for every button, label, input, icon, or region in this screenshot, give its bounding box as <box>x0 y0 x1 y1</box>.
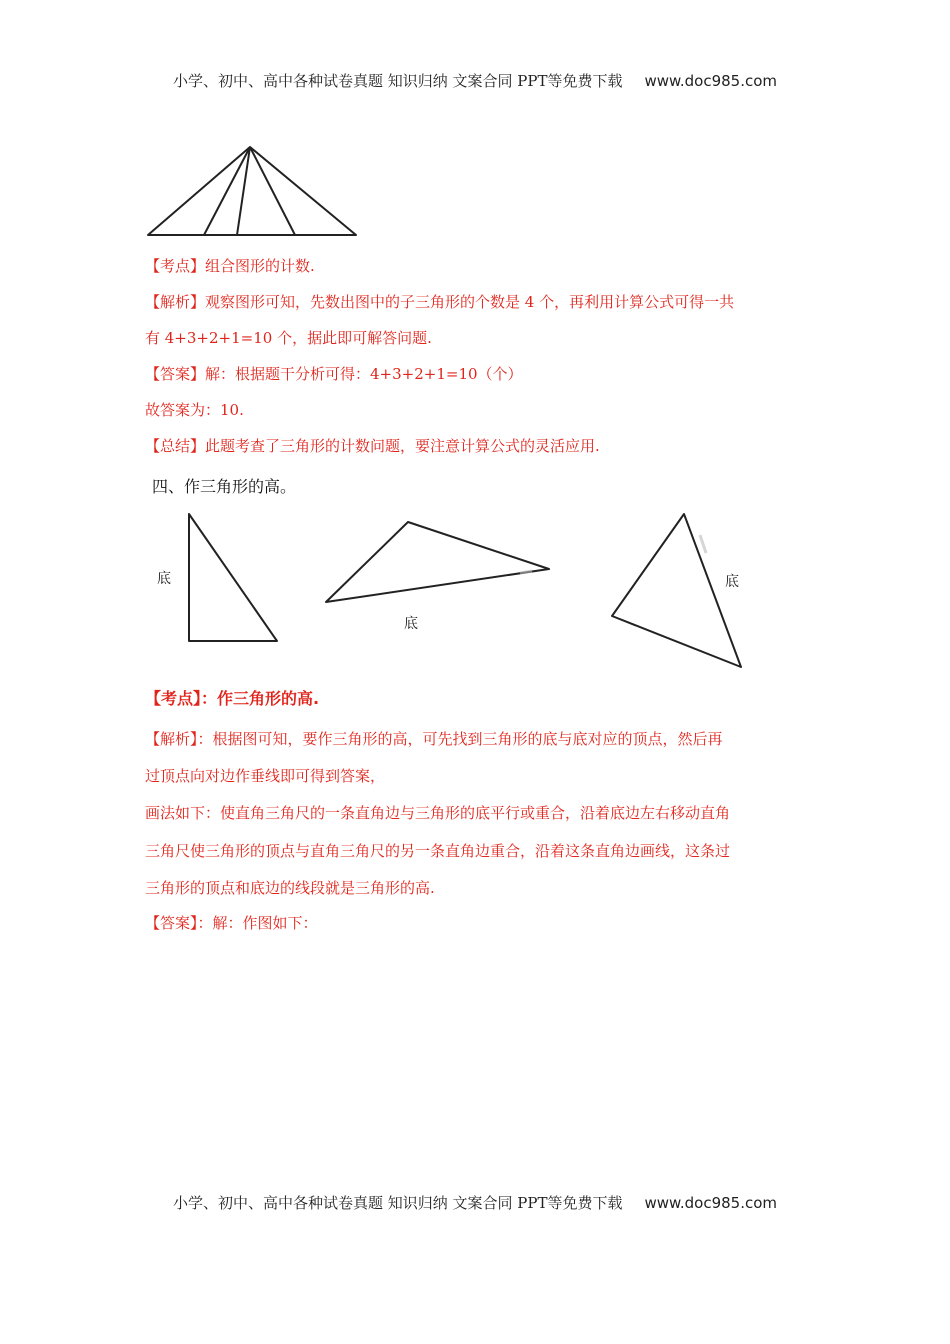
jiexi-tag-2: 【解析】 <box>145 730 198 748</box>
page-header <box>0 70 950 91</box>
jiexi-text-2b: 过顶点向对边作垂线即可得到答案， <box>145 767 386 785</box>
jiexi-line-2 <box>145 729 825 749</box>
base-label-2: 底 <box>404 616 418 632</box>
obtuse-triangle <box>326 522 549 602</box>
jiexi-text-2e: 三角形的顶点和底边的线段就是三角形的高. <box>145 879 435 897</box>
jiexi-tag-1: 【解析】 <box>145 293 206 311</box>
kaodian-line-1 <box>145 256 825 276</box>
daan-text-1: 解：根据题干分析可得：4+3+2+1=10（个） <box>205 365 523 383</box>
daan-text-2: ：解：作图如下： <box>197 914 318 932</box>
kaodian-line-2 <box>145 689 825 709</box>
page-footer <box>0 1192 950 1213</box>
kaodian-text-2: ：作三角形的高. <box>201 689 320 708</box>
section-title: 四、作三角形的高。 <box>152 477 297 496</box>
daan-tag-2: 【答案】 <box>145 914 198 932</box>
header-text: 小学、初中、高中各种试卷真题 知识归纳 文案合同 PPT等免费下载 <box>172 72 623 90</box>
zongjie-line-1 <box>145 436 825 456</box>
header-url[interactable]: www.doc985.com <box>644 72 778 90</box>
fan-triangle-figure <box>140 140 365 242</box>
base-label-1: 底 <box>157 571 171 587</box>
jiexi-text-1a: 观察图形可知，先数出图中的子三角形的个数是 4 个，再利用计算公式可得一共 <box>205 293 735 311</box>
jiexi-text-2c: 画法如下：使直角三角尺的一条直角边与三角形的底平行或重合，沿着底边左右移动直角 <box>145 804 731 822</box>
daan-tag-1: 【答案】 <box>145 365 206 383</box>
kaodian-text-1: 组合图形的计数. <box>205 257 315 275</box>
kaodian-tag-2: 【考点】 <box>145 689 202 708</box>
daan-text-1b: 故答案为：10. <box>145 401 244 419</box>
acute-triangle <box>612 514 741 667</box>
daan-line-2 <box>145 913 825 933</box>
zongjie-text-1: 此题考查了三角形的计数问题，要注意计算公式的灵活应用. <box>205 437 600 455</box>
jiexi-text-2a: ：根据图可知，要作三角形的高，可先找到三角形的底与底对应的顶点，然后再 <box>197 730 723 748</box>
footer-text: 小学、初中、高中各种试卷真题 知识归纳 文案合同 PPT等免费下载 <box>172 1194 623 1212</box>
outer-triangle <box>148 147 356 235</box>
triangles-figure <box>140 505 760 675</box>
base-label-3: 底 <box>725 574 739 590</box>
daan-line-1 <box>145 364 825 384</box>
footer-url[interactable]: www.doc985.com <box>644 1194 778 1212</box>
kaodian-tag-1: 【考点】 <box>145 257 206 275</box>
right-triangle <box>189 514 277 641</box>
jiexi-text-2d: 三角尺使三角形的顶点与直角三角尺的另一条直角边重合，沿着这条直角边画线，这条过 <box>145 842 731 860</box>
zongjie-tag-1: 【总结】 <box>145 437 206 455</box>
jiexi-line-1 <box>145 292 825 312</box>
fan-line-3 <box>250 147 295 235</box>
jiexi-text-1b: 有 4+3+2+1=10 个，据此即可解答问题. <box>145 329 432 347</box>
